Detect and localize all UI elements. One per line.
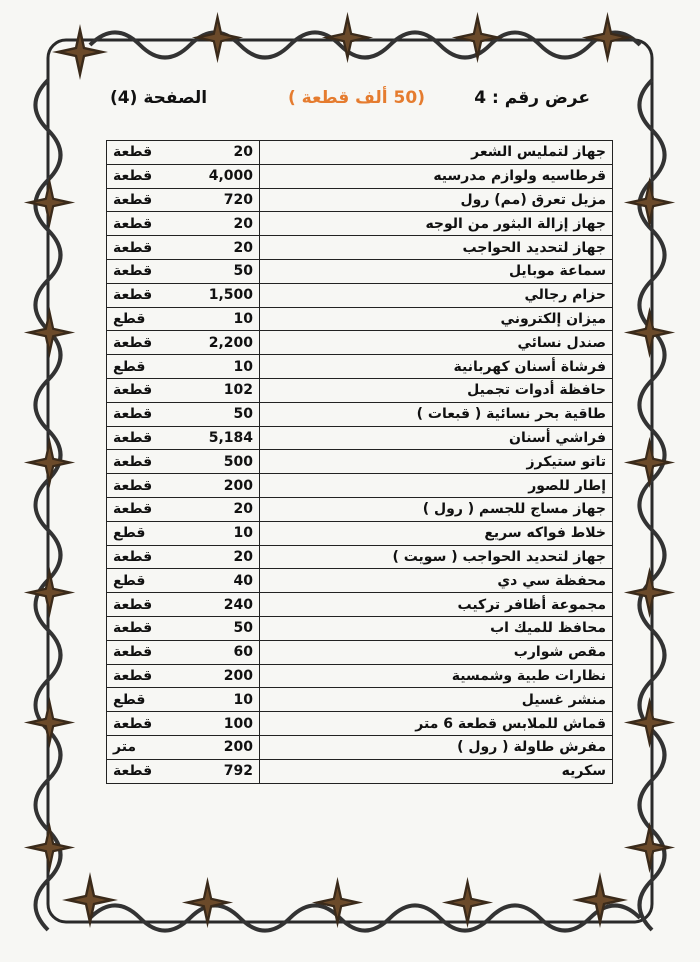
- item-quantity-cell: [107, 164, 260, 188]
- item-unit: قطع: [113, 310, 146, 327]
- item-quantity: 10: [233, 358, 253, 375]
- item-unit: قطعة: [113, 596, 153, 613]
- table-row: [107, 735, 613, 759]
- item-quantity: 20: [233, 215, 253, 232]
- item-name: قماش للملابس قطعة 6 متر: [260, 712, 613, 736]
- table-row: [107, 141, 613, 165]
- item-unit: قطعة: [113, 334, 153, 351]
- item-quantity-cell: [107, 259, 260, 283]
- item-quantity: 200: [223, 667, 253, 684]
- item-quantity: 40: [233, 572, 253, 589]
- item-unit: قطعة: [113, 477, 153, 494]
- item-quantity: 200: [223, 477, 253, 494]
- item-unit: قطع: [113, 358, 146, 375]
- item-name: جهاز لتحديد الحواجب ( سويت ): [260, 545, 613, 569]
- table-row: [107, 569, 613, 593]
- item-quantity: 10: [233, 525, 253, 542]
- item-name: فراشي أسنان: [260, 426, 613, 450]
- item-quantity-cell: [107, 188, 260, 212]
- item-quantity-cell: [107, 378, 260, 402]
- item-quantity-cell: [107, 307, 260, 331]
- table-row: [107, 759, 613, 783]
- item-quantity-cell: [107, 640, 260, 664]
- item-quantity-cell: [107, 355, 260, 379]
- page-header: [110, 88, 590, 118]
- item-quantity: 102: [223, 382, 253, 399]
- item-unit: قطعة: [113, 620, 153, 637]
- table-row: [107, 164, 613, 188]
- item-unit: قطعة: [113, 191, 153, 208]
- page-number: الصفحة (4): [110, 88, 208, 108]
- table-row: [107, 307, 613, 331]
- item-quantity-cell: [107, 497, 260, 521]
- item-quantity: 1,500: [208, 287, 253, 304]
- item-quantity-cell: [107, 593, 260, 617]
- item-name: قرطاسيه ولوازم مدرسيه: [260, 164, 613, 188]
- item-unit: قطعة: [113, 406, 153, 423]
- item-quantity-cell: [107, 616, 260, 640]
- item-name: طاقية بحر نسائية ( قبعات ): [260, 402, 613, 426]
- item-quantity: 50: [233, 406, 253, 423]
- table-row: [107, 426, 613, 450]
- table-row: [107, 331, 613, 355]
- item-name: محافظ للميك اب: [260, 616, 613, 640]
- item-unit: قطعة: [113, 168, 153, 185]
- table-row: [107, 450, 613, 474]
- item-name: سماعة موبايل: [260, 259, 613, 283]
- item-quantity-cell: [107, 331, 260, 355]
- item-name: جهاز لتحديد الحواجب: [260, 236, 613, 260]
- item-quantity-cell: [107, 664, 260, 688]
- item-unit: قطعة: [113, 239, 153, 256]
- item-quantity: 50: [233, 263, 253, 280]
- item-unit: قطع: [113, 525, 146, 542]
- item-quantity-cell: [107, 283, 260, 307]
- table-row: [107, 593, 613, 617]
- item-quantity-cell: [107, 426, 260, 450]
- table-row: [107, 378, 613, 402]
- item-quantity: 2,200: [208, 334, 253, 351]
- item-quantity-cell: [107, 545, 260, 569]
- item-quantity-cell: [107, 141, 260, 165]
- item-quantity-cell: [107, 402, 260, 426]
- item-unit: قطعة: [113, 548, 153, 565]
- item-name: ميزان إلكتروني: [260, 307, 613, 331]
- item-name: مجموعة أظافر تركيب: [260, 593, 613, 617]
- item-quantity: 720: [223, 191, 253, 208]
- item-quantity: 10: [233, 691, 253, 708]
- item-quantity-cell: [107, 474, 260, 498]
- item-unit: قطع: [113, 572, 146, 589]
- item-name: نظارات طبية وشمسية: [260, 664, 613, 688]
- item-quantity: 100: [223, 715, 253, 732]
- item-quantity: 10: [233, 310, 253, 327]
- item-quantity-cell: [107, 569, 260, 593]
- item-unit: قطعة: [113, 501, 153, 518]
- item-quantity: 20: [233, 239, 253, 256]
- item-name: سكريه: [260, 759, 613, 783]
- item-name: جهاز مساج للجسم ( رول ): [260, 497, 613, 521]
- item-quantity-cell: [107, 236, 260, 260]
- item-quantity: 5,184: [208, 429, 253, 446]
- item-quantity-cell: [107, 735, 260, 759]
- item-quantity-cell: [107, 212, 260, 236]
- item-name: جهاز إزالة البثور من الوجه: [260, 212, 613, 236]
- item-quantity: 20: [233, 144, 253, 161]
- table-row: [107, 474, 613, 498]
- table-row: [107, 212, 613, 236]
- table-row: [107, 688, 613, 712]
- item-quantity-cell: [107, 688, 260, 712]
- item-quantity-cell: [107, 450, 260, 474]
- item-quantity-cell: [107, 521, 260, 545]
- item-unit: قطعة: [113, 144, 153, 161]
- item-unit: قطعة: [113, 429, 153, 446]
- table-row: [107, 402, 613, 426]
- item-quantity: 4,000: [208, 168, 253, 185]
- item-quantity-cell: [107, 759, 260, 783]
- offer-size: (50 ألف قطعة ): [287, 88, 425, 108]
- item-quantity: 60: [233, 644, 253, 661]
- item-name: إطار للصور: [260, 474, 613, 498]
- item-name: منشر غسيل: [260, 688, 613, 712]
- item-name: حافظة أدوات تجميل: [260, 378, 613, 402]
- item-quantity-cell: [107, 712, 260, 736]
- item-unit: قطعة: [113, 453, 153, 470]
- item-unit: قطع: [113, 691, 146, 708]
- item-quantity: 50: [233, 620, 253, 637]
- item-unit: قطعة: [113, 287, 153, 304]
- table-row: [107, 188, 613, 212]
- item-name: تاتو ستيكرز: [260, 450, 613, 474]
- item-unit: قطعة: [113, 215, 153, 232]
- table-row: [107, 640, 613, 664]
- table-row: [107, 497, 613, 521]
- item-name: صندل نسائي: [260, 331, 613, 355]
- table-row: [107, 236, 613, 260]
- item-name: خلاط فواكه سريع: [260, 521, 613, 545]
- item-name: حزام رجالي: [260, 283, 613, 307]
- items-table: [106, 140, 613, 784]
- item-unit: قطعة: [113, 263, 153, 280]
- table-row: [107, 283, 613, 307]
- offer-number: عرض رقم : 4: [474, 88, 590, 108]
- item-quantity: 20: [233, 548, 253, 565]
- item-unit: قطعة: [113, 715, 153, 732]
- table-row: [107, 355, 613, 379]
- item-name: جهاز لتمليس الشعر: [260, 141, 613, 165]
- item-name: مزيل تعرق (مم) رول: [260, 188, 613, 212]
- table-row: [107, 259, 613, 283]
- table-row: [107, 664, 613, 688]
- item-quantity: 200: [223, 739, 253, 756]
- item-name: مقص شوارب: [260, 640, 613, 664]
- item-quantity: 240: [223, 596, 253, 613]
- item-name: مفرش طاولة ( رول ): [260, 735, 613, 759]
- item-unit: قطعة: [113, 763, 153, 780]
- table-row: [107, 712, 613, 736]
- item-unit: قطعة: [113, 382, 153, 399]
- table-row: [107, 545, 613, 569]
- item-name: محفظة سي دي: [260, 569, 613, 593]
- item-quantity: 792: [223, 763, 253, 780]
- item-name: فرشاة أسنان كهربانية: [260, 355, 613, 379]
- item-quantity: 20: [233, 501, 253, 518]
- item-unit: قطعة: [113, 644, 153, 661]
- table-row: [107, 521, 613, 545]
- item-unit: متر: [113, 739, 137, 756]
- item-quantity: 500: [223, 453, 253, 470]
- table-row: [107, 616, 613, 640]
- item-unit: قطعة: [113, 667, 153, 684]
